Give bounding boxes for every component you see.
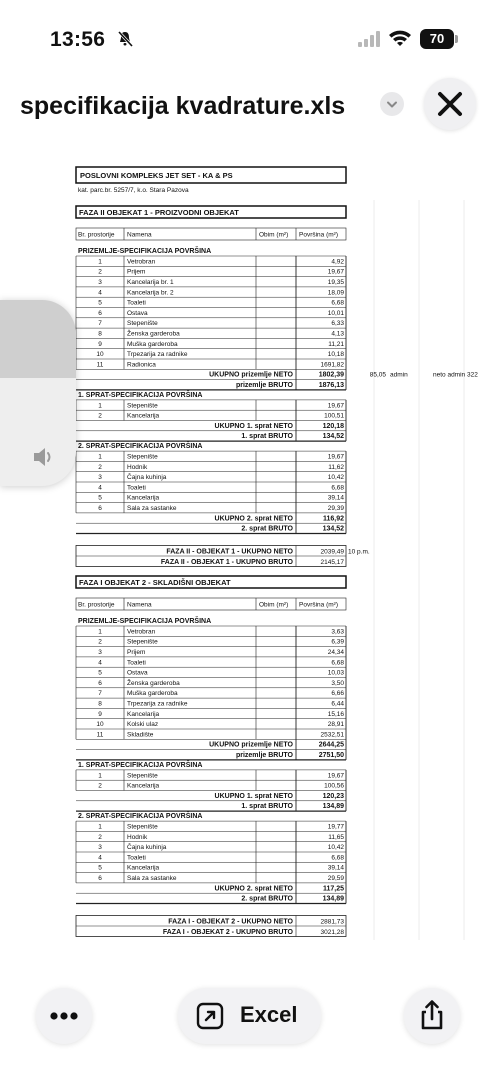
total-neto-label: FAZA I - OBJEKAT 2 - UKUPNO NETO: [168, 918, 293, 926]
room-number: 1: [98, 258, 102, 266]
room-name: Ženska garderoba: [127, 679, 180, 687]
room-name: Sala za sastanke: [127, 505, 177, 512]
side-note-admin: admin: [390, 371, 408, 379]
room-area: 39,14: [327, 864, 344, 872]
room-name: Stepenište: [127, 638, 158, 646]
room-area: 11,65: [328, 833, 344, 841]
side-note-time: 10 p.m.: [348, 548, 370, 556]
block-title: FAZA I OBJEKAT 2 - SKLADIŠNI OBJEKAT: [79, 578, 231, 587]
room-name: Prijem: [127, 268, 146, 276]
room-area: 100,51: [324, 412, 344, 420]
room-area: 19,67: [327, 453, 344, 461]
volume-level-fill: [0, 300, 76, 378]
second-floor-neto-value: 116,92: [322, 515, 344, 523]
room-number: 1: [98, 453, 102, 461]
battery-tip: [455, 35, 458, 43]
ground-floor-bruto-label: prizemlje BRUTO: [235, 382, 293, 389]
second-floor-neto-label: UKUPNO 2. sprat NETO: [214, 515, 293, 523]
total-bruto-value: 3021,28: [320, 929, 344, 936]
room-area: 11,62: [328, 463, 344, 471]
first-floor-neto-value: 120,23: [322, 792, 344, 800]
room-number: 5: [98, 669, 102, 677]
room-name: Trpezarija za radnike: [127, 700, 188, 708]
room-area: 29,59: [327, 875, 344, 882]
room-name: Stepenište: [127, 402, 158, 410]
room-number: 4: [98, 854, 102, 862]
ground-floor-bruto-label: prizemlje BRUTO: [235, 752, 293, 759]
room-name: Ženska garderoba: [127, 330, 180, 338]
total-neto-value: 2039,49: [320, 548, 344, 556]
room-area: 6,33: [331, 320, 344, 328]
first-floor-bruto-value: 134,89: [322, 803, 344, 811]
room-number: 1: [98, 772, 102, 780]
room-number: 1: [98, 402, 102, 410]
first-floor-bruto-value: 134,52: [322, 433, 344, 441]
room-area: 6,68: [331, 484, 344, 492]
block-faza-i-objekat-2: [76, 576, 346, 937]
room-number: 5: [98, 494, 102, 502]
first-floor-title: 1. SPRAT-SPECIFIKACIJA POVRŠINA: [78, 391, 203, 399]
room-number: 3: [98, 474, 102, 482]
second-floor-bruto-label: 2. sprat BRUTO: [241, 895, 293, 903]
room-area: 10,42: [327, 844, 344, 852]
room-area: 39,14: [327, 494, 344, 502]
ground-floor-neto-label: UKUPNO prizemlje NETO: [209, 741, 293, 749]
room-area: 24,34: [327, 649, 344, 656]
room-area: 19,67: [327, 772, 344, 780]
room-name: Hodnik: [127, 463, 148, 471]
speaker-icon: [32, 446, 58, 468]
ground-floor-neto-value: 1802,39: [318, 371, 344, 379]
second-floor-neto-value: 117,25: [322, 885, 344, 893]
column-header-name: Namena: [127, 601, 152, 609]
document-title[interactable]: specifikacija kvadrature.xls: [20, 92, 346, 120]
room-name: Sala za sastanke: [127, 875, 177, 882]
room-name: Muška garderoba: [127, 340, 178, 348]
ground-floor-neto-label: UKUPNO prizemlje NETO: [209, 371, 293, 379]
room-name: Kancelarija: [127, 412, 160, 420]
ground-floor-bruto-value: 1876,13: [318, 382, 344, 389]
room-name: Ostava: [127, 309, 148, 317]
room-number: 2: [98, 833, 102, 841]
room-area: 6,39: [331, 638, 344, 646]
room-area: 100,56: [324, 782, 344, 790]
room-name: Kolski ulaz: [127, 721, 159, 729]
share-button[interactable]: [404, 988, 460, 1044]
document-header: [0, 80, 497, 140]
room-number: 2: [98, 412, 102, 420]
room-name: Toaleti: [127, 854, 146, 862]
room-number: 1: [98, 628, 102, 636]
first-floor-bruto-label: 1. sprat BRUTO: [241, 433, 293, 441]
room-name: Radionica: [127, 361, 156, 369]
column-header-number: Br. prostorije: [78, 231, 115, 239]
room-number: 6: [98, 679, 102, 687]
total-bruto-label: FAZA I - OBJEKAT 2 - UKUPNO BRUTO: [162, 929, 293, 936]
ground-floor-title: PRIZEMLJE-SPECIFIKACIJA POVRŠINA: [78, 248, 212, 255]
room-number: 10: [96, 351, 104, 359]
room-name: Stepenište: [127, 453, 158, 461]
room-name: Stepenište: [127, 772, 158, 780]
room-area: 10,03: [327, 669, 344, 677]
room-area: 6,66: [331, 690, 344, 698]
total-bruto-label: FAZA II - OBJEKAT 1 - UKUPNO BRUTO: [160, 559, 293, 566]
room-area: 3,50: [331, 679, 344, 687]
column-header-obim: Obim (m²): [259, 231, 289, 239]
room-name: Skladište: [127, 731, 154, 739]
room-number: 5: [98, 864, 102, 872]
room-number: 3: [98, 649, 102, 656]
ground-floor-title: PRIZEMLJE-SPECIFIKACIJA POVRŠINA: [78, 618, 212, 625]
room-area: 10,42: [327, 474, 344, 482]
close-icon: [424, 78, 476, 130]
room-name: Trpezarija za radnike: [127, 351, 188, 359]
second-floor-bruto-value: 134,52: [322, 525, 344, 533]
block-faza-ii-objekat-1: [76, 206, 478, 567]
room-number: 6: [98, 309, 102, 317]
room-area: 6,68: [331, 854, 344, 862]
room-area: 10,01: [327, 309, 344, 317]
room-name: Kancelarija: [127, 494, 160, 502]
room-area: 2532,51: [320, 731, 344, 739]
open-in-app-label: Excel: [240, 1002, 298, 1027]
room-number: 2: [98, 463, 102, 471]
room-name: Vetrobran: [127, 628, 156, 636]
room-area: 10,18: [327, 351, 344, 359]
room-name: Kancelarija: [127, 710, 160, 718]
room-number: 10: [96, 721, 104, 729]
room-name: Toaleti: [127, 484, 146, 492]
first-floor-neto-label: UKUPNO 1. sprat NETO: [214, 792, 293, 800]
room-number: 6: [98, 505, 102, 512]
room-name: Stepenište: [127, 320, 158, 328]
company-title: POSLOVNI KOMPLEKS JET SET - KA & PS: [80, 171, 233, 180]
first-floor-title: 1. SPRAT-SPECIFIKACIJA POVRŠINA: [78, 761, 203, 769]
room-area: 1691,82: [320, 361, 344, 369]
room-number: 7: [98, 320, 102, 328]
first-floor-neto-value: 120,18: [322, 422, 344, 430]
ground-floor-neto-value: 2644,25: [318, 741, 344, 749]
total-neto-value: 2881,73: [320, 918, 344, 926]
room-name: Stepenište: [127, 823, 158, 831]
spreadsheet-grid: [74, 160, 494, 940]
room-name: Čajna kuhinja: [127, 474, 167, 482]
column-header-obim: Obim (m²): [259, 601, 289, 609]
room-area: 19,67: [327, 402, 344, 410]
bell-slash-icon: [116, 30, 134, 48]
room-area: 4,13: [331, 330, 344, 338]
room-area: 19,67: [327, 268, 344, 276]
room-name: Kancelarija br. 2: [127, 289, 174, 297]
spreadsheet-preview[interactable]: [74, 160, 478, 945]
room-area: 19,77: [327, 823, 344, 831]
room-number: 6: [98, 875, 102, 882]
room-number: 7: [98, 690, 102, 698]
title-options-button[interactable]: [380, 92, 404, 116]
room-number: 3: [98, 279, 102, 286]
wifi-icon: [388, 29, 412, 47]
room-name: Čajna kuhinja: [127, 844, 167, 852]
room-number: 9: [98, 710, 102, 718]
first-floor-neto-label: UKUPNO 1. sprat NETO: [214, 422, 293, 430]
first-floor-bruto-label: 1. sprat BRUTO: [241, 803, 293, 811]
room-number: 11: [96, 731, 104, 739]
room-number: 4: [98, 659, 102, 667]
room-area: 15,16: [327, 710, 344, 718]
total-bruto-value: 2145,17: [320, 559, 344, 566]
room-name: Ostava: [127, 669, 148, 677]
room-name: Vetrobran: [127, 258, 156, 266]
room-name: Kancelarija: [127, 782, 160, 790]
room-area: 28,91: [327, 721, 344, 729]
side-note-value: 85,05: [369, 371, 386, 379]
status-bar: [0, 0, 497, 80]
chevron-down-icon: [380, 92, 404, 116]
parcel-info: kat. parc.br. 5257/7, k.o. Stara Pazova: [78, 187, 189, 194]
room-number: 8: [98, 330, 102, 338]
room-name: Muška garderoba: [127, 690, 178, 698]
total-neto-label: FAZA II - OBJEKAT 1 - UKUPNO NETO: [166, 548, 293, 556]
cellular-signal-icon: [358, 31, 380, 47]
share-icon: [404, 988, 460, 1044]
open-external-icon: [196, 1002, 224, 1030]
room-area: 29,39: [327, 505, 344, 512]
room-number: 9: [98, 340, 102, 348]
room-number: 2: [98, 782, 102, 790]
second-floor-bruto-value: 134,89: [322, 895, 344, 903]
clock: 13:56: [50, 28, 106, 51]
room-area: 4,92: [331, 258, 344, 266]
room-name: Kancelarija: [127, 864, 160, 872]
column-header-number: Br. prostorije: [78, 601, 115, 609]
room-number: 5: [98, 299, 102, 307]
room-area: 19,35: [327, 279, 344, 286]
room-name: Hodnik: [127, 833, 148, 841]
column-header-name: Namena: [127, 231, 152, 239]
room-area: 18,09: [327, 289, 344, 297]
room-name: Prijem: [127, 649, 146, 656]
column-header-area: Površina (m²): [299, 601, 339, 609]
open-in-excel-button[interactable]: [178, 988, 321, 1044]
close-button[interactable]: [424, 78, 476, 130]
ground-floor-bruto-value: 2751,50: [318, 752, 344, 759]
room-number: 4: [98, 484, 102, 492]
room-number: 8: [98, 700, 102, 708]
room-name: Toaleti: [127, 659, 146, 667]
block-title: FAZA II OBJEKAT 1 - PROIZVODNI OBJEKAT: [79, 208, 239, 217]
room-area: 6,68: [331, 299, 344, 307]
second-floor-bruto-label: 2. sprat BRUTO: [241, 525, 293, 533]
room-number: 11: [96, 361, 104, 369]
volume-hud: [0, 300, 76, 486]
room-area: 6,68: [331, 659, 344, 667]
room-area: 3,63: [331, 628, 344, 636]
room-number: 1: [98, 823, 102, 831]
more-options-button[interactable]: [36, 988, 92, 1044]
second-floor-title: 2. SPRAT-SPECIFIKACIJA POVRŠINA: [78, 813, 203, 821]
room-number: 2: [98, 268, 102, 276]
room-name: Toaleti: [127, 299, 146, 307]
ellipsis-icon: [36, 988, 92, 1044]
room-number: 2: [98, 638, 102, 646]
second-floor-title: 2. SPRAT-SPECIFIKACIJA POVRŠINA: [78, 443, 203, 451]
room-area: 11,21: [328, 340, 344, 348]
second-floor-neto-label: UKUPNO 2. sprat NETO: [214, 885, 293, 893]
side-note-neto-admin: neto admin 322: [433, 371, 478, 379]
room-name: Kancelarija br. 1: [127, 279, 174, 286]
room-area: 6,44: [331, 700, 344, 708]
room-number: 3: [98, 844, 102, 852]
room-number: 4: [98, 289, 102, 297]
battery-indicator: 70: [420, 29, 454, 49]
column-header-area: Površina (m²): [299, 231, 339, 239]
